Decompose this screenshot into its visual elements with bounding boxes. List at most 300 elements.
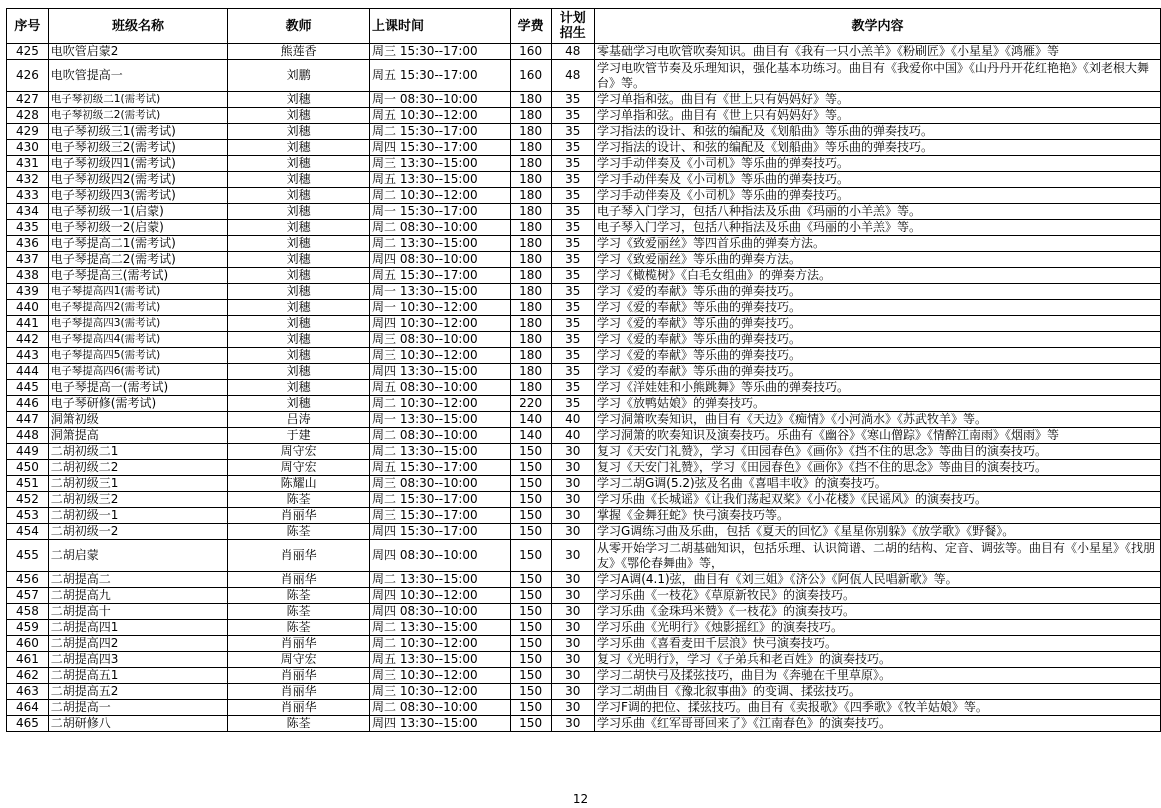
cell-seq: 440 xyxy=(7,300,49,316)
cell-time: 周二 15:30--17:00 xyxy=(370,124,511,140)
table-row xyxy=(7,684,1161,700)
cell-time: 周三 10:30--12:00 xyxy=(370,348,511,364)
cell-content: 学习《爱的奉献》等乐曲的弹奏技巧。 xyxy=(594,348,1160,364)
header-row xyxy=(7,9,1161,44)
cell-teacher: 周守宏 xyxy=(228,460,370,476)
cell-time: 周五 15:30--17:00 xyxy=(370,268,511,284)
cell-content: 学习乐曲《金珠玛米赞》《一枝花》的演奏技巧。 xyxy=(594,604,1160,620)
cell-time: 周一 08:30--10:00 xyxy=(370,92,511,108)
cell-seq: 448 xyxy=(7,428,49,444)
table-row xyxy=(7,156,1161,172)
cell-time: 周二 08:30--10:00 xyxy=(370,428,511,444)
cell-class-name: 电子琴提高四6(需考试) xyxy=(48,364,227,380)
cell-quota: 30 xyxy=(551,668,594,684)
cell-seq: 430 xyxy=(7,140,49,156)
cell-quota: 30 xyxy=(551,492,594,508)
cell-teacher: 刘穗 xyxy=(228,108,370,124)
cell-fee: 180 xyxy=(510,380,551,396)
cell-class-name: 二胡提高四2 xyxy=(48,636,227,652)
cell-teacher: 刘穗 xyxy=(228,332,370,348)
cell-seq: 461 xyxy=(7,652,49,668)
cell-fee: 150 xyxy=(510,572,551,588)
cell-fee: 180 xyxy=(510,140,551,156)
cell-content: 学习乐曲《红军哥哥回来了》《江南春色》的演奏技巧。 xyxy=(594,716,1160,732)
table-row xyxy=(7,572,1161,588)
table-row xyxy=(7,284,1161,300)
cell-content: 学习乐曲《长城谣》《让我们荡起双桨》《小花楼》《民谣风》的演奏技巧。 xyxy=(594,492,1160,508)
cell-content: 学习《洋娃娃和小熊跳舞》等乐曲的弹奏技巧。 xyxy=(594,380,1160,396)
cell-teacher: 刘穗 xyxy=(228,124,370,140)
cell-teacher: 刘穗 xyxy=(228,316,370,332)
cell-class-name: 电子琴提高二1(需考试) xyxy=(48,236,227,252)
cell-content: 学习单指和弦。曲目有《世上只有妈妈好》等。 xyxy=(594,108,1160,124)
cell-quota: 35 xyxy=(551,92,594,108)
cell-quota: 35 xyxy=(551,284,594,300)
cell-class-name: 电子琴提高四4(需考试) xyxy=(48,332,227,348)
cell-seq: 465 xyxy=(7,716,49,732)
cell-content: 复习《天安门礼赞》，学习《田园春色》《画你》《挡不住的思念》等曲目的演奏技巧。 xyxy=(594,460,1160,476)
cell-seq: 453 xyxy=(7,508,49,524)
cell-seq: 436 xyxy=(7,236,49,252)
cell-class-name: 电子琴初级二2(需考试) xyxy=(48,108,227,124)
cell-fee: 150 xyxy=(510,492,551,508)
cell-quota: 40 xyxy=(551,412,594,428)
cell-teacher: 刘穗 xyxy=(228,140,370,156)
cell-seq: 454 xyxy=(7,524,49,540)
cell-content: 学习A调(4.1)弦，曲目有《刘三姐》《济公》《阿佤人民唱新歌》等。 xyxy=(594,572,1160,588)
cell-quota: 35 xyxy=(551,172,594,188)
cell-fee: 180 xyxy=(510,108,551,124)
cell-fee: 180 xyxy=(510,268,551,284)
table-row xyxy=(7,348,1161,364)
cell-time: 周二 13:30--15:00 xyxy=(370,444,511,460)
cell-teacher: 刘穗 xyxy=(228,92,370,108)
table-row xyxy=(7,316,1161,332)
cell-fee: 180 xyxy=(510,124,551,140)
cell-teacher: 肖丽华 xyxy=(228,684,370,700)
table-row xyxy=(7,716,1161,732)
cell-time: 周二 13:30--15:00 xyxy=(370,572,511,588)
cell-seq: 427 xyxy=(7,92,49,108)
course-table xyxy=(6,8,1161,732)
cell-seq: 455 xyxy=(7,540,49,572)
cell-teacher: 熊莲香 xyxy=(228,44,370,60)
cell-content: 学习手动伴奏及《小司机》等乐曲的弹奏技巧。 xyxy=(594,172,1160,188)
table-row xyxy=(7,636,1161,652)
cell-seq: 459 xyxy=(7,620,49,636)
cell-fee: 150 xyxy=(510,524,551,540)
cell-fee: 180 xyxy=(510,364,551,380)
cell-seq: 441 xyxy=(7,316,49,332)
cell-content: 复习《天安门礼赞》，学习《田园春色》《画你》《挡不住的思念》等曲目的演奏技巧。 xyxy=(594,444,1160,460)
cell-fee: 150 xyxy=(510,444,551,460)
cell-content: 学习二胡G调(5.2)弦及名曲《喜唱丰收》的演奏技巧。 xyxy=(594,476,1160,492)
cell-teacher: 周守宏 xyxy=(228,652,370,668)
cell-teacher: 陈耀山 xyxy=(228,476,370,492)
cell-class-name: 电吹管提高一 xyxy=(48,60,227,92)
cell-teacher: 陈荃 xyxy=(228,492,370,508)
header-teacher: 教师 xyxy=(228,9,370,44)
cell-class-name: 二胡初级一1 xyxy=(48,508,227,524)
cell-quota: 30 xyxy=(551,700,594,716)
cell-fee: 140 xyxy=(510,428,551,444)
header-class-name: 班级名称 xyxy=(48,9,227,44)
cell-content: 学习《致爱丽丝》等乐曲的弹奏方法。 xyxy=(594,252,1160,268)
cell-teacher: 刘穗 xyxy=(228,188,370,204)
cell-time: 周三 10:30--12:00 xyxy=(370,668,511,684)
cell-time: 周一 10:30--12:00 xyxy=(370,300,511,316)
cell-seq: 431 xyxy=(7,156,49,172)
cell-time: 周二 13:30--15:00 xyxy=(370,620,511,636)
table-row xyxy=(7,188,1161,204)
cell-class-name: 二胡提高五2 xyxy=(48,684,227,700)
cell-quota: 35 xyxy=(551,156,594,172)
cell-seq: 434 xyxy=(7,204,49,220)
cell-time: 周三 10:30--12:00 xyxy=(370,684,511,700)
cell-content: 学习F调的把位、揉弦技巧。曲目有《卖报歌》《四季歌》《牧羊姑娘》等。 xyxy=(594,700,1160,716)
cell-class-name: 电子琴研修(需考试) xyxy=(48,396,227,412)
cell-teacher: 肖丽华 xyxy=(228,508,370,524)
cell-time: 周五 15:30--17:00 xyxy=(370,460,511,476)
cell-teacher: 于建 xyxy=(228,428,370,444)
cell-seq: 452 xyxy=(7,492,49,508)
table-row xyxy=(7,492,1161,508)
cell-seq: 451 xyxy=(7,476,49,492)
cell-fee: 150 xyxy=(510,652,551,668)
cell-seq: 449 xyxy=(7,444,49,460)
table-row xyxy=(7,380,1161,396)
cell-quota: 35 xyxy=(551,140,594,156)
cell-time: 周四 15:30--17:00 xyxy=(370,140,511,156)
table-row xyxy=(7,140,1161,156)
cell-teacher: 周守宏 xyxy=(228,444,370,460)
cell-quota: 30 xyxy=(551,652,594,668)
cell-seq: 438 xyxy=(7,268,49,284)
header-fee: 学费 xyxy=(510,9,551,44)
cell-content: 学习乐曲《喜看麦田千层浪》快弓演奏技巧。 xyxy=(594,636,1160,652)
cell-time: 周五 13:30--15:00 xyxy=(370,652,511,668)
header-time: 上课时间 xyxy=(370,9,511,44)
table-row xyxy=(7,604,1161,620)
cell-class-name: 电子琴初级二1(需考试) xyxy=(48,92,227,108)
cell-content: 学习洞箫的吹奏知识及演奏技巧。乐曲有《幽谷》《寒山僧踪》《情醉江南雨》《烟雨》等 xyxy=(594,428,1160,444)
cell-time: 周五 10:30--12:00 xyxy=(370,108,511,124)
table-row xyxy=(7,444,1161,460)
cell-time: 周五 15:30--17:00 xyxy=(370,60,511,92)
table-row xyxy=(7,300,1161,316)
cell-class-name: 二胡提高九 xyxy=(48,588,227,604)
cell-teacher: 刘穗 xyxy=(228,348,370,364)
cell-fee: 180 xyxy=(510,316,551,332)
header-quota: 计划招生 xyxy=(551,9,594,44)
cell-teacher: 陈荃 xyxy=(228,524,370,540)
cell-fee: 150 xyxy=(510,604,551,620)
table-row xyxy=(7,44,1161,60)
cell-time: 周一 13:30--15:00 xyxy=(370,284,511,300)
cell-teacher: 刘穗 xyxy=(228,284,370,300)
cell-seq: 428 xyxy=(7,108,49,124)
cell-fee: 150 xyxy=(510,636,551,652)
cell-time: 周五 13:30--15:00 xyxy=(370,172,511,188)
cell-seq: 463 xyxy=(7,684,49,700)
cell-time: 周三 15:30--17:00 xyxy=(370,44,511,60)
cell-fee: 150 xyxy=(510,684,551,700)
cell-teacher: 陈荃 xyxy=(228,620,370,636)
cell-quota: 30 xyxy=(551,620,594,636)
cell-class-name: 电子琴初级三2(需考试) xyxy=(48,140,227,156)
cell-seq: 437 xyxy=(7,252,49,268)
cell-fee: 180 xyxy=(510,252,551,268)
cell-teacher: 肖丽华 xyxy=(228,540,370,572)
cell-seq: 435 xyxy=(7,220,49,236)
cell-time: 周三 15:30--17:00 xyxy=(370,508,511,524)
cell-fee: 150 xyxy=(510,588,551,604)
cell-teacher: 刘穗 xyxy=(228,268,370,284)
cell-time: 周二 15:30--17:00 xyxy=(370,492,511,508)
cell-time: 周四 15:30--17:00 xyxy=(370,524,511,540)
cell-class-name: 二胡启蒙 xyxy=(48,540,227,572)
cell-content: 学习《爱的奉献》等乐曲的弹奏技巧。 xyxy=(594,364,1160,380)
cell-teacher: 刘鹏 xyxy=(228,60,370,92)
cell-content: 从零开始学习二胡基础知识，包括乐理、认识简谱、二胡的结构、定音、调弦等。曲目有《小星星》《找朋友》《鄂伦春舞曲》等， xyxy=(594,540,1160,572)
cell-seq: 456 xyxy=(7,572,49,588)
cell-seq: 433 xyxy=(7,188,49,204)
cell-class-name: 电子琴初级三1(需考试) xyxy=(48,124,227,140)
cell-fee: 220 xyxy=(510,396,551,412)
cell-quota: 35 xyxy=(551,316,594,332)
cell-teacher: 陈荃 xyxy=(228,588,370,604)
cell-content: 学习洞箫吹奏知识，曲目有《天边》《痴情》《小河淌水》《苏武牧羊》等。 xyxy=(594,412,1160,428)
cell-quota: 30 xyxy=(551,508,594,524)
cell-time: 周三 13:30--15:00 xyxy=(370,156,511,172)
cell-teacher: 陈荃 xyxy=(228,604,370,620)
cell-quota: 35 xyxy=(551,380,594,396)
cell-teacher: 刘穗 xyxy=(228,172,370,188)
cell-quota: 35 xyxy=(551,332,594,348)
cell-quota: 35 xyxy=(551,348,594,364)
table-row xyxy=(7,108,1161,124)
header-content: 教学内容 xyxy=(594,9,1160,44)
cell-teacher: 刘穗 xyxy=(228,236,370,252)
cell-time: 周一 13:30--15:00 xyxy=(370,412,511,428)
cell-quota: 35 xyxy=(551,300,594,316)
table-row xyxy=(7,332,1161,348)
cell-seq: 462 xyxy=(7,668,49,684)
cell-class-name: 二胡提高一 xyxy=(48,700,227,716)
cell-content: 学习二胡快弓及揉弦技巧，曲目为《奔驰在千里草原》。 xyxy=(594,668,1160,684)
cell-quota: 40 xyxy=(551,428,594,444)
table-row xyxy=(7,364,1161,380)
cell-teacher: 刘穗 xyxy=(228,396,370,412)
table-row xyxy=(7,508,1161,524)
cell-teacher: 肖丽华 xyxy=(228,636,370,652)
cell-class-name: 电子琴初级四2(需考试) xyxy=(48,172,227,188)
cell-class-name: 二胡提高二 xyxy=(48,572,227,588)
cell-teacher: 陈荃 xyxy=(228,716,370,732)
cell-content: 学习乐曲《一枝花》《草原新牧民》的演奏技巧。 xyxy=(594,588,1160,604)
cell-seq: 429 xyxy=(7,124,49,140)
cell-fee: 150 xyxy=(510,540,551,572)
cell-class-name: 电子琴提高一(需考试) xyxy=(48,380,227,396)
cell-content: 学习G调练习曲及乐曲，包括《夏天的回忆》《星星你别躲》《放学歌》《野餐》。 xyxy=(594,524,1160,540)
cell-fee: 150 xyxy=(510,476,551,492)
cell-seq: 426 xyxy=(7,60,49,92)
table-row xyxy=(7,588,1161,604)
cell-fee: 180 xyxy=(510,204,551,220)
cell-class-name: 电子琴初级一1(启蒙) xyxy=(48,204,227,220)
cell-content: 学习手动伴奏及《小司机》等乐曲的弹奏技巧。 xyxy=(594,188,1160,204)
cell-seq: 425 xyxy=(7,44,49,60)
cell-fee: 180 xyxy=(510,92,551,108)
table-row xyxy=(7,268,1161,284)
cell-quota: 48 xyxy=(551,44,594,60)
table-row xyxy=(7,668,1161,684)
cell-quota: 35 xyxy=(551,236,594,252)
cell-content: 学习二胡曲目《豫北叙事曲》的变调、揉弦技巧。 xyxy=(594,684,1160,700)
cell-class-name: 洞箫提高 xyxy=(48,428,227,444)
cell-fee: 150 xyxy=(510,508,551,524)
cell-time: 周三 08:30--10:00 xyxy=(370,476,511,492)
cell-class-name: 电子琴提高四2(需考试) xyxy=(48,300,227,316)
cell-time: 周二 08:30--10:00 xyxy=(370,700,511,716)
cell-content: 复习《光明行》，学习《子弟兵和老百姓》的演奏技巧。 xyxy=(594,652,1160,668)
cell-content: 学习《橄榄树》《白毛女组曲》的弹奏方法。 xyxy=(594,268,1160,284)
cell-fee: 180 xyxy=(510,188,551,204)
cell-class-name: 二胡初级三1 xyxy=(48,476,227,492)
cell-quota: 35 xyxy=(551,268,594,284)
cell-fee: 180 xyxy=(510,236,551,252)
cell-class-name: 电子琴提高三(需考试) xyxy=(48,268,227,284)
cell-fee: 180 xyxy=(510,156,551,172)
cell-class-name: 电子琴提高四1(需考试) xyxy=(48,284,227,300)
cell-fee: 150 xyxy=(510,700,551,716)
table-row xyxy=(7,652,1161,668)
cell-teacher: 刘穗 xyxy=(228,364,370,380)
table-row xyxy=(7,396,1161,412)
cell-content: 零基础学习电吹管吹奏知识。曲目有《我有一只小羔羊》《粉刷匠》《小星星》《鸿雁》等 xyxy=(594,44,1160,60)
cell-class-name: 电子琴初级四1(需考试) xyxy=(48,156,227,172)
cell-class-name: 电子琴初级四3(需考试) xyxy=(48,188,227,204)
cell-teacher: 刘穗 xyxy=(228,380,370,396)
cell-fee: 180 xyxy=(510,284,551,300)
table-row xyxy=(7,428,1161,444)
header-seq: 序号 xyxy=(7,9,49,44)
cell-quota: 30 xyxy=(551,572,594,588)
cell-content: 学习《爱的奉献》等乐曲的弹奏技巧。 xyxy=(594,300,1160,316)
cell-quota: 30 xyxy=(551,588,594,604)
cell-fee: 150 xyxy=(510,620,551,636)
cell-teacher: 肖丽华 xyxy=(228,668,370,684)
cell-quota: 35 xyxy=(551,364,594,380)
cell-time: 周四 08:30--10:00 xyxy=(370,604,511,620)
table-row xyxy=(7,92,1161,108)
cell-class-name: 二胡提高四3 xyxy=(48,652,227,668)
cell-quota: 35 xyxy=(551,252,594,268)
cell-class-name: 二胡提高四1 xyxy=(48,620,227,636)
cell-class-name: 电子琴提高四5(需考试) xyxy=(48,348,227,364)
cell-seq: 460 xyxy=(7,636,49,652)
cell-teacher: 吕涛 xyxy=(228,412,370,428)
cell-content: 学习《放鸭姑娘》的弹奏技巧。 xyxy=(594,396,1160,412)
cell-teacher: 刘穗 xyxy=(228,156,370,172)
cell-seq: 457 xyxy=(7,588,49,604)
cell-seq: 439 xyxy=(7,284,49,300)
cell-quota: 35 xyxy=(551,124,594,140)
cell-content: 学习指法的设计、和弦的编配及《划船曲》等乐曲的弹奏技巧。 xyxy=(594,140,1160,156)
cell-seq: 442 xyxy=(7,332,49,348)
cell-time: 周二 10:30--12:00 xyxy=(370,188,511,204)
cell-content: 学习《爱的奉献》等乐曲的弹奏技巧。 xyxy=(594,284,1160,300)
cell-quota: 30 xyxy=(551,684,594,700)
cell-seq: 446 xyxy=(7,396,49,412)
cell-fee: 160 xyxy=(510,60,551,92)
cell-teacher: 刘穗 xyxy=(228,252,370,268)
cell-time: 周四 08:30--10:00 xyxy=(370,252,511,268)
table-row xyxy=(7,620,1161,636)
cell-class-name: 电子琴提高二2(需考试) xyxy=(48,252,227,268)
cell-quota: 30 xyxy=(551,716,594,732)
cell-seq: 458 xyxy=(7,604,49,620)
table-row xyxy=(7,124,1161,140)
cell-quota: 30 xyxy=(551,604,594,620)
cell-content: 学习手动伴奏及《小司机》等乐曲的弹奏技巧。 xyxy=(594,156,1160,172)
cell-quota: 48 xyxy=(551,60,594,92)
cell-time: 周二 13:30--15:00 xyxy=(370,236,511,252)
table-row xyxy=(7,476,1161,492)
cell-content: 学习《爱的奉献》等乐曲的弹奏技巧。 xyxy=(594,316,1160,332)
cell-time: 周三 08:30--10:00 xyxy=(370,332,511,348)
cell-fee: 150 xyxy=(510,716,551,732)
cell-class-name: 洞箫初级 xyxy=(48,412,227,428)
cell-teacher: 刘穗 xyxy=(228,220,370,236)
cell-quota: 35 xyxy=(551,204,594,220)
cell-seq: 447 xyxy=(7,412,49,428)
cell-teacher: 刘穗 xyxy=(228,300,370,316)
cell-fee: 180 xyxy=(510,172,551,188)
cell-class-name: 电吹管启蒙2 xyxy=(48,44,227,60)
cell-quota: 35 xyxy=(551,396,594,412)
cell-content: 电子琴入门学习，包括八种指法及乐曲《玛丽的小羊羔》等。 xyxy=(594,204,1160,220)
cell-quota: 35 xyxy=(551,108,594,124)
table-row xyxy=(7,524,1161,540)
cell-fee: 180 xyxy=(510,300,551,316)
cell-class-name: 电子琴提高四3(需考试) xyxy=(48,316,227,332)
cell-quota: 30 xyxy=(551,460,594,476)
cell-content: 学习电吹管节奏及乐理知识，强化基本功练习。曲目有《我爱你中国》《山丹丹开花红艳艳》《刘老根大舞台》等。 xyxy=(594,60,1160,92)
table-row xyxy=(7,172,1161,188)
cell-class-name: 二胡初级二2 xyxy=(48,460,227,476)
cell-class-name: 二胡初级一2 xyxy=(48,524,227,540)
cell-time: 周二 08:30--10:00 xyxy=(370,220,511,236)
table-row xyxy=(7,460,1161,476)
table-row xyxy=(7,220,1161,236)
cell-quota: 35 xyxy=(551,220,594,236)
cell-class-name: 二胡提高十 xyxy=(48,604,227,620)
cell-class-name: 电子琴初级一2(启蒙) xyxy=(48,220,227,236)
table-row xyxy=(7,60,1161,92)
cell-time: 周四 10:30--12:00 xyxy=(370,316,511,332)
cell-fee: 180 xyxy=(510,348,551,364)
cell-time: 周四 08:30--10:00 xyxy=(370,540,511,572)
cell-teacher: 肖丽华 xyxy=(228,572,370,588)
cell-content: 学习《致爱丽丝》等四首乐曲的弹奏方法。 xyxy=(594,236,1160,252)
cell-class-name: 二胡初级二1 xyxy=(48,444,227,460)
cell-fee: 140 xyxy=(510,412,551,428)
cell-content: 学习《爱的奉献》等乐曲的弹奏技巧。 xyxy=(594,332,1160,348)
cell-teacher: 肖丽华 xyxy=(228,700,370,716)
cell-quota: 30 xyxy=(551,476,594,492)
cell-fee: 150 xyxy=(510,460,551,476)
